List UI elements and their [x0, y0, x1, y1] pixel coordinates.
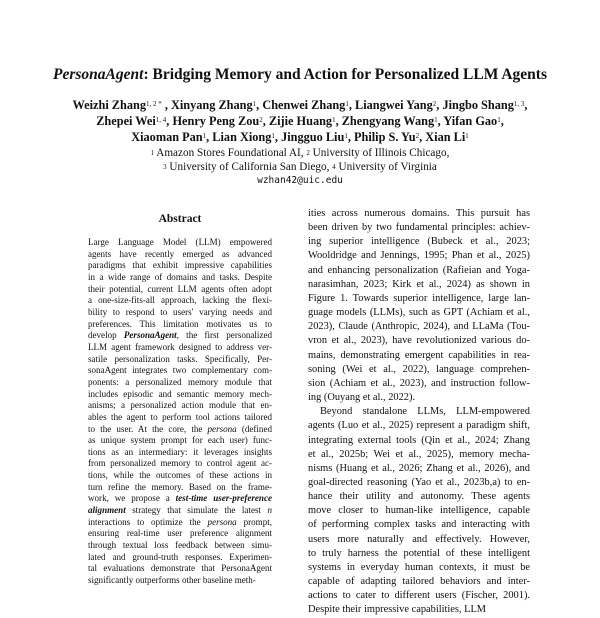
abstract-line: satile personalization tasks. Specifically, Per-: [88, 353, 272, 364]
author-separator: ,: [274, 130, 282, 144]
author-name: Zijie Huang: [268, 114, 333, 128]
author-affiliation-mark: 1: [344, 132, 348, 140]
intro-line: capable of adapting tailored behaviors and inter-: [308, 576, 530, 588]
affiliation-text: University of Illinois Chicago,: [309, 147, 450, 159]
affiliation-mark: 1: [150, 149, 155, 157]
author-name: Henry Peng Zou: [172, 114, 260, 128]
affiliations: [20, 146, 580, 174]
author-list: [30, 97, 570, 145]
author-separator: ,: [166, 114, 173, 128]
intro-line: guage models (LLMs), such as GPT (Achiam et al.,: [308, 307, 530, 319]
author-separator: ,: [500, 114, 504, 128]
title-system-name: PersonaAgent: [53, 66, 144, 83]
affiliation-text: Amazon Stores Foundational AI,: [154, 147, 307, 159]
author-affiliation-mark: 1: [434, 116, 438, 124]
paper-title: [0, 66, 600, 84]
intro-line: Beyond standalone LLMs, LLM-empowered: [320, 406, 530, 418]
intro-line: goal-directed reasoning (Yao et al., 2023b,a) to en-: [308, 476, 530, 488]
intro-line: Wooldridge and Jennings, 1995; Phan et al., 2025): [308, 250, 530, 262]
author-affiliation-mark: 1: [271, 132, 275, 140]
abstract-line: ensuring real-time user preference alignment: [88, 528, 272, 539]
author-affiliation-mark: 1, 4: [155, 116, 167, 124]
abstract-line: bility to respond to users' varying needs and: [88, 306, 272, 317]
intro-line: 2023), Claude (Anthropic, 2024), and LLaMa (Tou-: [308, 321, 530, 333]
author-affiliation-mark: 2: [259, 116, 263, 124]
author-affiliation-mark: 1, 2 *: [146, 100, 162, 108]
intro-line: vron et al., 2023), have revolutionized various do-: [308, 335, 530, 347]
affiliation-mark: 2: [306, 149, 310, 157]
contact-email: wzhan42@uic.edu: [257, 175, 343, 186]
author-separator: ,: [524, 98, 528, 112]
author-affiliation-mark: 1: [202, 132, 207, 140]
intro-line: ing superior intelligence (Bubeck et al., 2023;: [308, 236, 530, 248]
author-separator: ,: [436, 98, 443, 112]
author-separator: ,: [347, 130, 354, 144]
intro-line: et al., 2025b; Wei et al., 2025), memory mecha-: [308, 448, 530, 460]
intro-line: integrating external tools (Qin et al., 2024; Zhang: [308, 434, 530, 446]
abstract-line: Large Language Model (LLM) empowered: [88, 237, 272, 247]
intro-line: been driven by two fundamental principles: achiev-: [308, 222, 530, 234]
intro-line: hance their utility and autonomy. These agents: [308, 491, 530, 503]
abstract-line: to the user. At the core, the persona (defined: [88, 423, 272, 434]
abstract-line: their potential, current LLM agents often adopt: [88, 283, 272, 294]
abstract-line: turn refine the memory. Based on the frame-: [88, 481, 272, 492]
intro-line: soning (Wei et al., 2022), language comprehen-: [308, 363, 530, 375]
intro-line: Despite their impressive capabilities, LLM: [308, 604, 487, 616]
author-name: Yifan Gao: [443, 114, 498, 128]
affiliation-text: University of California San Diego,: [166, 161, 333, 173]
abstract-line: alignment strategy that simulate the latest n: [88, 505, 272, 516]
title-subtitle: : Bridging Memory and Action for Personalized LLM Agents: [143, 66, 547, 83]
affiliation-mark: 3: [163, 163, 167, 171]
intro-line: ing (Ouyang et al., 2022).: [308, 392, 416, 404]
intro-line: and enhancing personalization (Rafieian and Yoga-: [308, 264, 530, 276]
author-name: Liangwei Yang: [355, 98, 433, 112]
abstract-line: includes episodic and semantic memory mech-: [88, 388, 272, 399]
abstract-line: tions as an intermediary: it leverages insights: [88, 446, 272, 457]
abstract-line: anisms; a personalized action module that en-: [88, 400, 272, 411]
author-affiliation-mark: 2: [432, 100, 437, 108]
author-affiliation-mark: 1: [497, 116, 501, 124]
intro-line: to truly harness the potential of these intelligent: [308, 547, 530, 559]
author-name: Lian Xiong: [212, 130, 272, 144]
intro-line: move closer to human-like intelligence, capable: [308, 505, 530, 517]
author-separator: ,: [348, 98, 355, 112]
affiliation-text: University of Virginia: [335, 161, 437, 173]
author-name: Xiaoman Pan: [131, 130, 203, 144]
author-name: Xinyang Zhang: [170, 98, 253, 112]
abstract-line: agents have recently emerged as advanced: [88, 248, 272, 259]
abstract-line: as unique system prompt for each user) func-: [88, 435, 272, 446]
author-affiliation-mark: 1, 3: [513, 100, 525, 108]
intro-line: actions to cater to different users (Fischer, 2001).: [308, 590, 530, 602]
author-affiliation-mark: 1: [465, 132, 469, 140]
author-separator: ,: [256, 98, 263, 112]
author-separator: ,: [437, 114, 444, 128]
abstract-line: preferences. This limitation motivates us to: [88, 318, 272, 329]
author-affiliation-mark: 1: [332, 116, 336, 124]
introduction-body: [308, 207, 530, 618]
abstract-line: from personalized memory to control agent ac-: [88, 458, 272, 469]
abstract-line: sonaAgent integrates two complementary com-: [88, 365, 272, 376]
intro-line: agents (Luo et al., 2025) represent a paradigm shift,: [308, 420, 530, 432]
author-name: Jingguo Liu: [281, 130, 345, 144]
author-affiliation-mark: 1: [345, 100, 349, 108]
author-separator: ,: [335, 114, 342, 128]
author-affiliation-mark: 2: [415, 132, 420, 140]
affiliation-line: [20, 146, 580, 160]
abstract-line: interactions to optimize the persona prompt,: [88, 516, 272, 527]
author-name: Zhengyang Wang: [341, 114, 435, 128]
intro-line: ities across numerous domains. This pursuit has: [308, 208, 530, 219]
abstract-line: lated and ground-truth responses. Experimen-: [88, 551, 272, 562]
abstract-body: [88, 237, 272, 587]
intro-line: nisms (Huang et al., 2026; Zhang et al., 2026), and: [308, 462, 530, 474]
abstract-line: tal evaluations demonstrate that PersonaAgent: [88, 563, 272, 574]
abstract-line: significantly outperforms other baseline meth-: [88, 575, 256, 586]
abstract-line: LLM agent framework designed to address ver-: [88, 341, 272, 352]
intro-line: of performing complex tasks and interacting with: [308, 519, 530, 531]
author-name: Weizhi Zhang: [72, 98, 146, 112]
author-name: Chenwei Zhang: [262, 98, 346, 112]
author-name: Zhepei Wei: [96, 114, 156, 128]
abstract-heading: Abstract: [158, 213, 202, 225]
intro-line: sion (Achiam et al., 2023), and instruction follow-: [308, 377, 530, 389]
intro-line: mains, demonstrating emergent capabilities in rea-: [308, 349, 530, 361]
affiliation-line: [20, 160, 580, 174]
abstract-line: a one-size-fits-all approach, lacking the flexi-: [88, 295, 272, 306]
intro-line: systems in everyday human contexts, it must be: [308, 561, 530, 573]
abstract-line: ponents: a personalized memory module that: [88, 376, 272, 387]
abstract-line: in a wide range of domains and tasks. Despite: [88, 271, 272, 282]
author-separator: ,: [419, 130, 426, 144]
author-name: Jingbo Shang: [442, 98, 514, 112]
author-affiliation-mark: 1: [252, 100, 257, 108]
abstract-line: through textual loss feedback between simu-: [88, 540, 272, 551]
author-name: Xian Li: [425, 130, 466, 144]
author-separator: ,: [206, 130, 213, 144]
affiliation-mark: 4: [332, 163, 336, 171]
abstract-line: ables the agent to perform tool actions tailored: [88, 411, 272, 422]
abstract-line: tions, while the outcomes of these actions in: [88, 470, 272, 481]
intro-line: Figure 1. Towards superior intelligence, large lan-: [308, 292, 530, 304]
abstract-line: work, we propose a test-time user-preference: [88, 493, 272, 504]
intro-line: users more naturally and effectively. However,: [308, 533, 530, 545]
abstract-line: paradigms that exhibit impressive capabilities: [88, 260, 272, 271]
abstract-line: develop PersonaAgent, the first personalized: [88, 330, 273, 341]
author-name: Philip S. Yu: [353, 130, 416, 144]
author-separator: ,: [262, 114, 269, 128]
author-separator: ,: [161, 98, 171, 112]
intro-line: narasimhan, 2023; Kirk et al., 2024) as shown in: [308, 278, 530, 290]
